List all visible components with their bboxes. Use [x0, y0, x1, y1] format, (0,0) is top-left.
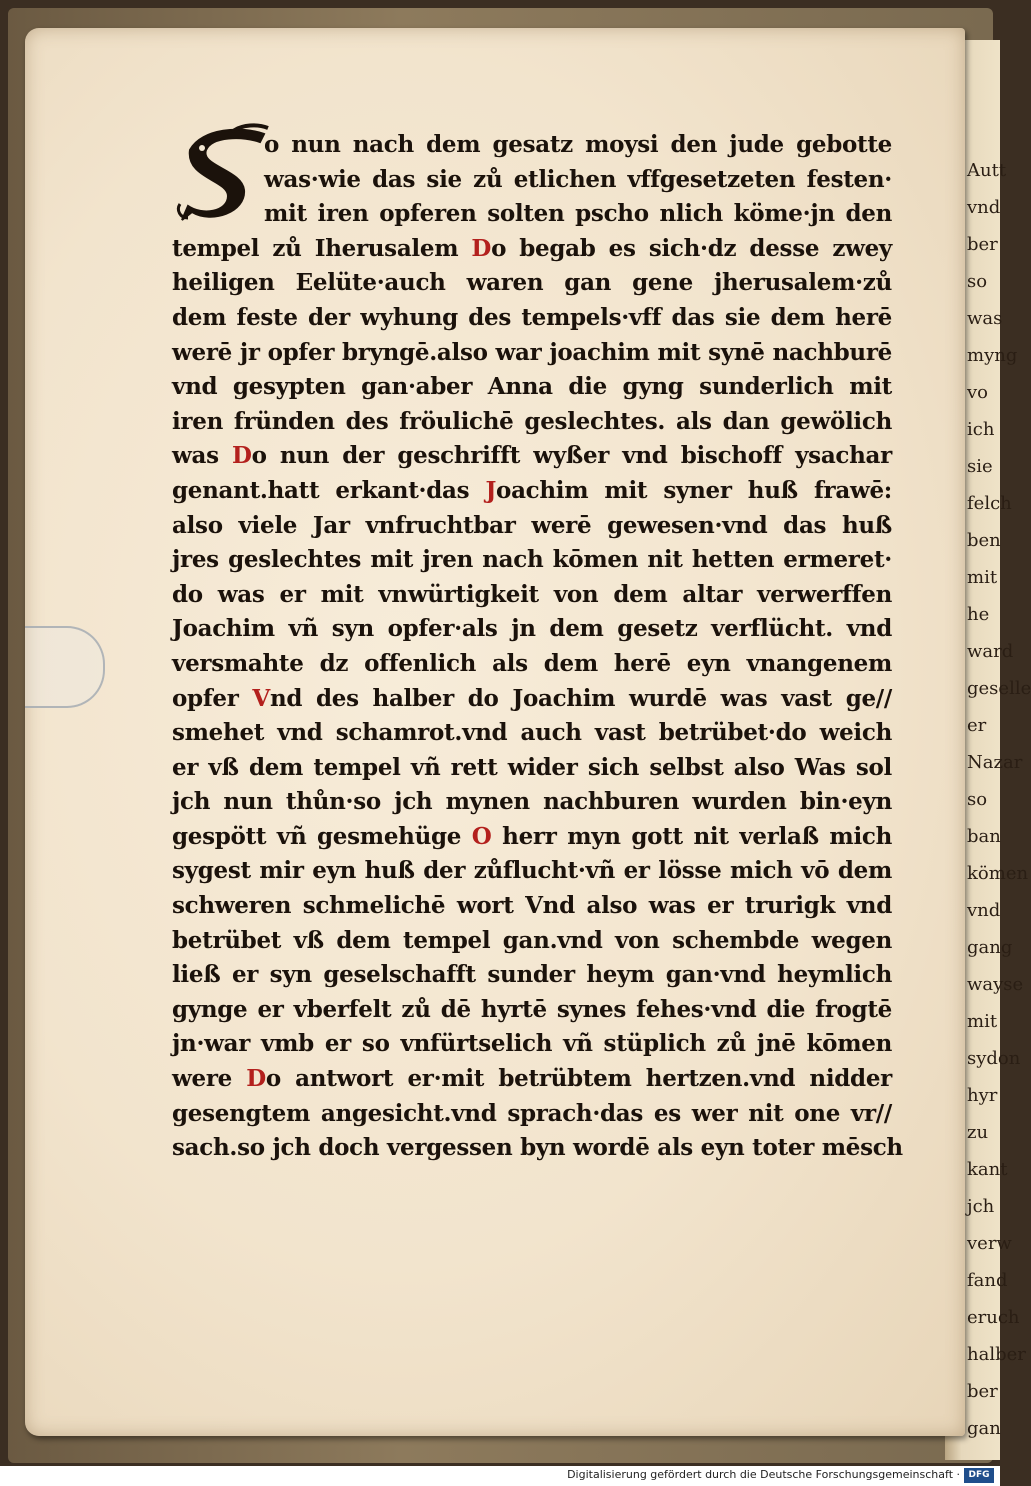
text-line: er vß dem tempel vñ rett wider sich selbst also Was sol — [172, 753, 892, 781]
facing-page-fragment: mit — [967, 567, 998, 588]
text-line — [172, 232, 892, 267]
facing-page-fragment: halber — [967, 1344, 1026, 1365]
line-text: o nun der geschrifft wyßer vnd bischoff ysachar — [251, 442, 892, 470]
facing-page-fragment: jch — [967, 1196, 995, 1217]
text-line: vnd gesypten gan·aber Anna die gyng sunderlich mit — [172, 373, 892, 401]
text-line: sygest mir eyn huß der zůflucht·vñ er lösse mich vō dem — [172, 857, 892, 885]
line-text: opfer — [172, 684, 253, 712]
facing-page-fragment: felch — [967, 493, 1012, 514]
line-text: herr myn gott nit verlaß mich — [491, 822, 893, 850]
facing-page-fragment: so — [967, 789, 988, 810]
facing-page-fragment: vo — [967, 382, 989, 403]
text-line: gynge er vberfelt zů dē hyrtē synes fehes·vnd die frogtē — [172, 995, 892, 1023]
facing-page-fragment: sydon — [967, 1048, 1021, 1069]
line-text: tempel zů Iherusalem — [172, 234, 472, 262]
facing-page-fragment: verw — [967, 1233, 1012, 1254]
text-line: also viele Jar vnfruchtbar werē gewesen·vnd das huß — [172, 511, 892, 539]
rubricated-letter: O — [471, 822, 492, 850]
facing-page-fragment: fand — [967, 1270, 1008, 1291]
facing-page-fragment: sie — [967, 456, 993, 477]
text-line: dem feste der wyhung des tempels·vff das sie dem herē — [172, 303, 892, 331]
facing-page-fragment: ber — [967, 234, 998, 255]
facing-page-fragment: myng — [967, 345, 1018, 366]
facing-page-fragment: ben — [967, 530, 1001, 551]
facing-page-fragment: zu — [967, 1122, 989, 1143]
line-text: o antwort er·mit betrübtem hertzen.vnd nidder — [265, 1065, 892, 1093]
text-line: jn·war vmb er so vnfürtselich vñ stüplich zů jnē kōmen — [172, 1030, 892, 1058]
facing-page-fragment: ich — [967, 419, 995, 440]
page-clip — [25, 626, 105, 708]
text-line — [172, 474, 892, 509]
facing-page-fragment: gang — [967, 937, 1013, 958]
line-text: gespött vñ gesmehüge — [172, 822, 472, 850]
text-line: schweren schmelichē wort Vnd also was er trurigk vnd — [172, 892, 892, 920]
rubricated-letter: D — [231, 442, 252, 470]
facing-page-fragment: wayse — [967, 974, 1024, 995]
rubricated-letter: J — [485, 476, 497, 504]
facing-page-fragment: geselle — [967, 678, 1031, 699]
text-line: iren fründen des fröulichē geslechtes. als dan gewölich — [172, 407, 892, 435]
line-text: nd des halber do Joachim wurdē was vast ge// — [269, 684, 893, 712]
text-line — [172, 1062, 892, 1097]
footer-credit: Digitalisierung gefördert durch die Deutsche Forschungsgemeinschaft · — [567, 1468, 960, 1481]
facing-page-fragment: kant — [967, 1159, 1008, 1180]
facing-page-fragment: Nazar — [967, 752, 1023, 773]
text-line: ließ er syn geselschafft sunder heym gan·vnd heymlich — [172, 961, 892, 989]
text-line — [172, 682, 892, 717]
facing-page-fragment: Autt — [967, 160, 1007, 181]
facing-page-fragment: eruch — [967, 1307, 1020, 1328]
text-line: do was er mit vnwürtigkeit von dem altar verwerffen — [172, 580, 892, 608]
text-line: versmahte dz offenlich als dem herē eyn vnangenem — [172, 649, 892, 677]
facing-page-fragment: was — [967, 308, 1003, 329]
text-line: Joachim vñ syn opfer·als jn dem gesetz verflücht. vnd — [172, 615, 892, 643]
facing-page-fragment: er — [967, 715, 987, 736]
text-line: mit iren opferen solten pscho nlich köme·jn den — [264, 200, 892, 228]
line-text: were — [172, 1065, 247, 1093]
facing-page-fragment: mit — [967, 1011, 998, 1032]
rubricated-letter: V — [252, 684, 270, 712]
line-text: was — [172, 442, 232, 470]
footer-bar — [0, 1466, 1000, 1486]
text-line: sach.so jch doch vergessen byn wordē als eyn toter mēsch — [172, 1134, 903, 1162]
dfg-logo: DFG — [964, 1468, 994, 1483]
text-line: werē jr opfer bryngē.also war joachim mit synē nachburē — [172, 338, 892, 366]
facing-page-fragment: gan — [967, 1418, 1001, 1439]
line-text: o begab es sich·dz desse zwey — [491, 234, 892, 262]
facing-page-fragment: kömen — [967, 863, 1029, 884]
page-text-block — [172, 128, 903, 1166]
initial-letter-glyph: S — [172, 120, 173, 121]
text-line: o nun nach dem gesatz moysi den jude gebotte — [264, 131, 892, 158]
text-line — [172, 820, 892, 855]
text-line: was·wie das sie zů etlichen vffgesetzeten festen· — [264, 165, 892, 193]
text-line: heiligen Eelüte·auch waren gan gene jherusalem·zů — [172, 269, 892, 297]
rubricated-letter: D — [471, 234, 492, 262]
facing-page-fragment: vnd — [967, 197, 1001, 218]
text-line: smehet vnd schamrot.vnd auch vast betrübet·do weich — [172, 719, 892, 747]
facing-page-fragment: ban — [967, 826, 1001, 847]
line-text: oachim mit syner huß frawē: — [496, 476, 892, 504]
text-line: jres geslechtes mit jren nach kōmen nit hetten ermeret· — [172, 546, 892, 574]
line-text: genant.hatt erkant·das — [172, 476, 486, 504]
facing-page-fragment: ward — [967, 641, 1014, 662]
facing-page-fragment: so — [967, 271, 988, 292]
facing-page-fragment: vnd — [967, 900, 1001, 921]
text-line: jch nun thůn·so jch mynen nachburen wurden bin·eyn — [172, 788, 892, 816]
text-line: gesengtem angesicht.vnd sprach·das es wer nit one vr// — [172, 1099, 892, 1127]
facing-page-fragment: ber — [967, 1381, 998, 1402]
facing-page-fragment: he — [967, 604, 990, 625]
facing-page-fragment: hyr — [967, 1085, 998, 1106]
text-line: betrübet vß dem tempel gan.vnd von schembde wegen — [172, 926, 892, 954]
text-line — [172, 439, 892, 474]
rubricated-letter: D — [246, 1065, 266, 1093]
